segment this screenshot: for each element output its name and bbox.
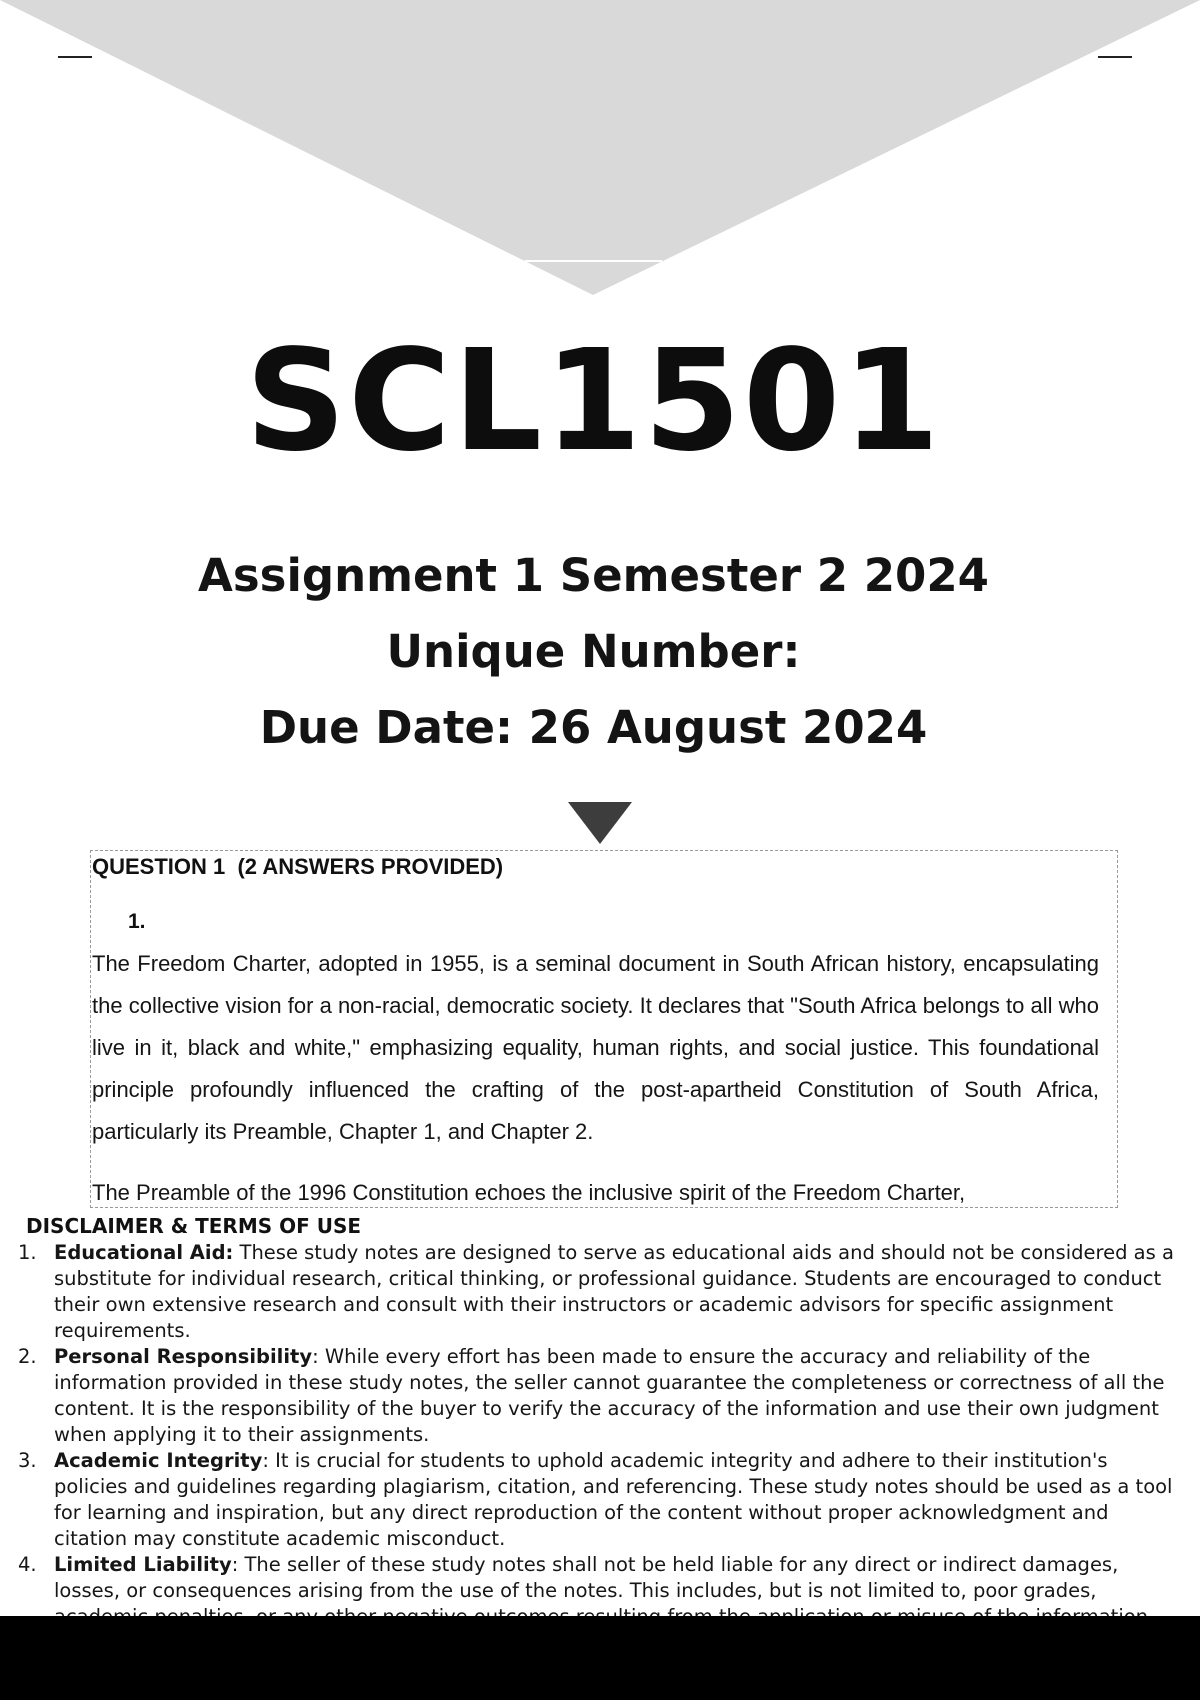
term-title: Educational Aid: <box>54 1241 234 1264</box>
disclaimer-section <box>0 1213 1200 1616</box>
due-date-label: Due Date: 26 August 2024 <box>259 701 928 754</box>
answer-paragraph: The Preamble of the 1996 Constitution echoes the inclusive spirit of the Freedom Charter, <box>92 1180 966 1205</box>
course-code-title: SCL1501 <box>245 320 942 483</box>
corner-line-right <box>1098 56 1132 58</box>
answer-item-number: 1. <box>128 910 146 933</box>
term-title: Academic Integrity <box>54 1449 263 1472</box>
term-text: : It is crucial for students to uphold academic integrity and adhere to their institution's policies and guidelines regarding plagiarism, citation, and referencing. These study notes should be used as a tool for learning and inspiration, but any direct reproduction of the content without proper acknowledgment and citation may constitute academic misconduct. <box>54 1449 1173 1550</box>
term-number: 2. <box>18 1345 37 1368</box>
term-title: Limited Liability <box>54 1553 232 1576</box>
term-item-personal-responsibility <box>0 1344 1200 1448</box>
question-heading: QUESTION 1 (2 ANSWERS PROVIDED) <box>92 854 504 879</box>
term-number: 4. <box>18 1553 37 1576</box>
answer-paragraph: The Freedom Charter, adopted in 1955, is a seminal document in South African history, encapsulating the collective vision for a non-racial, democratic society. It declares that "South Africa belongs to all who live in it, black and white," emphasizing equality, human rights, and social justice. This foundational principle profoundly influenced the crafting of the post-apartheid Constitution of South Africa, particularly its Preamble, Chapter 1, and Chapter 2. <box>92 951 1099 1144</box>
bottom-black-bar <box>0 1616 1200 1700</box>
down-triangle-icon <box>568 802 632 844</box>
terms-list <box>0 1240 1200 1630</box>
cover-chevron-background <box>0 0 1200 300</box>
term-text: : While every effort has been made to ensure the accuracy and reliability of the information provided in these study notes, the seller cannot guarantee the completeness or correctness of all the content. It is the responsibility of the buyer to verify the accuracy of the information and use their own judgment when applying it to their assignments. <box>54 1345 1165 1446</box>
term-title: Personal Responsibility <box>54 1345 313 1368</box>
corner-line-left <box>58 56 92 58</box>
term-text: These study notes are designed to serve as educational aids and should not be considered as a substitute for individual research, critical thinking, or professional guidance. Students are encouraged to conduct their own extensive research and consult with their instructors or academic advisors for specific assignment requirements. <box>54 1241 1174 1342</box>
term-item-educational-aid <box>0 1240 1200 1344</box>
term-item-academic-integrity <box>0 1448 1200 1552</box>
term-number: 3. <box>18 1449 37 1472</box>
assignment-title: Assignment 1 Semester 2 2024 <box>198 549 989 602</box>
unique-number-label: Unique Number: <box>386 625 801 678</box>
answer-text-box <box>90 850 1118 1208</box>
disclaimer-heading: DISCLAIMER & TERMS OF USE <box>26 1214 362 1238</box>
grey-chevron-shape <box>0 0 1200 295</box>
term-text: : The seller of these study notes shall not be held liable for any direct or indirect damages, losses, or consequences arising from the use of the notes. This includes, but is not limited to, poor grades, <box>54 1553 1119 1602</box>
term-number: 1. <box>18 1241 37 1264</box>
